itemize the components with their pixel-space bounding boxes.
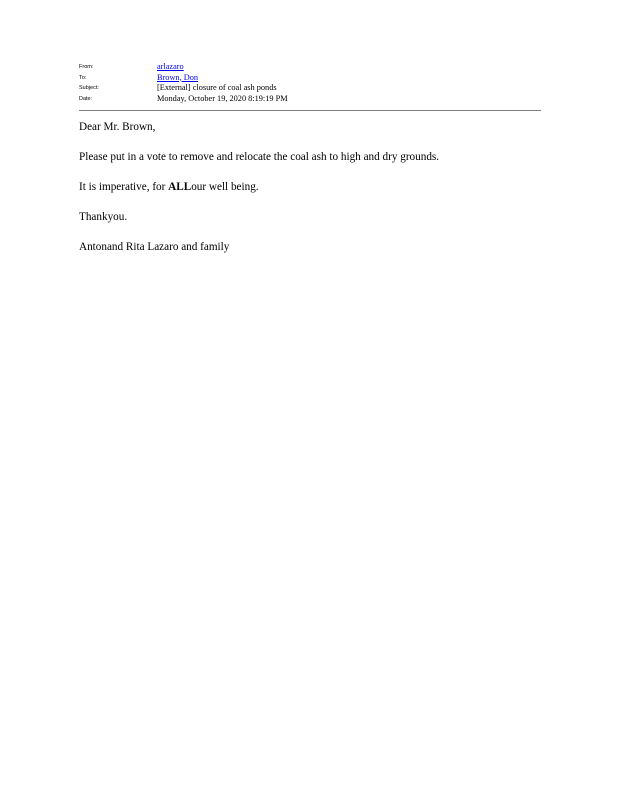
to-label: To:	[79, 74, 87, 81]
body-paragraph-1: Please put in a vote to remove and relocate the coal ash to high and dry grounds.	[79, 151, 440, 163]
signature: Antonand Rita Lazaro and family	[79, 241, 230, 253]
paragraph-2-text-end: our well being.	[191, 181, 259, 193]
subject-value: [External] closure of coal ash ponds	[157, 83, 277, 92]
paragraph-2-emphasis: ALL	[168, 181, 192, 193]
body-paragraph-2	[79, 180, 541, 194]
email-body	[79, 120, 541, 270]
from-row	[79, 62, 541, 73]
paragraph-2-text-start: It is imperative, for	[79, 181, 169, 193]
to-recipient-link[interactable]: Brown, Don	[157, 72, 199, 82]
date-row	[79, 94, 541, 105]
to-row	[79, 73, 541, 84]
closing-thanks: Thankyou.	[79, 211, 128, 223]
subject-row	[79, 83, 541, 94]
email-header	[79, 62, 541, 104]
greeting: Dear Mr. Brown,	[79, 121, 156, 133]
date-value: Monday, October 19, 2020 8:19:19 PM	[157, 93, 288, 103]
from-sender-link[interactable]: arlazaro	[157, 62, 184, 71]
date-label: Date:	[79, 95, 93, 102]
header-divider	[79, 110, 541, 111]
from-label: From:	[79, 64, 94, 70]
subject-label: Subject:	[79, 85, 99, 91]
